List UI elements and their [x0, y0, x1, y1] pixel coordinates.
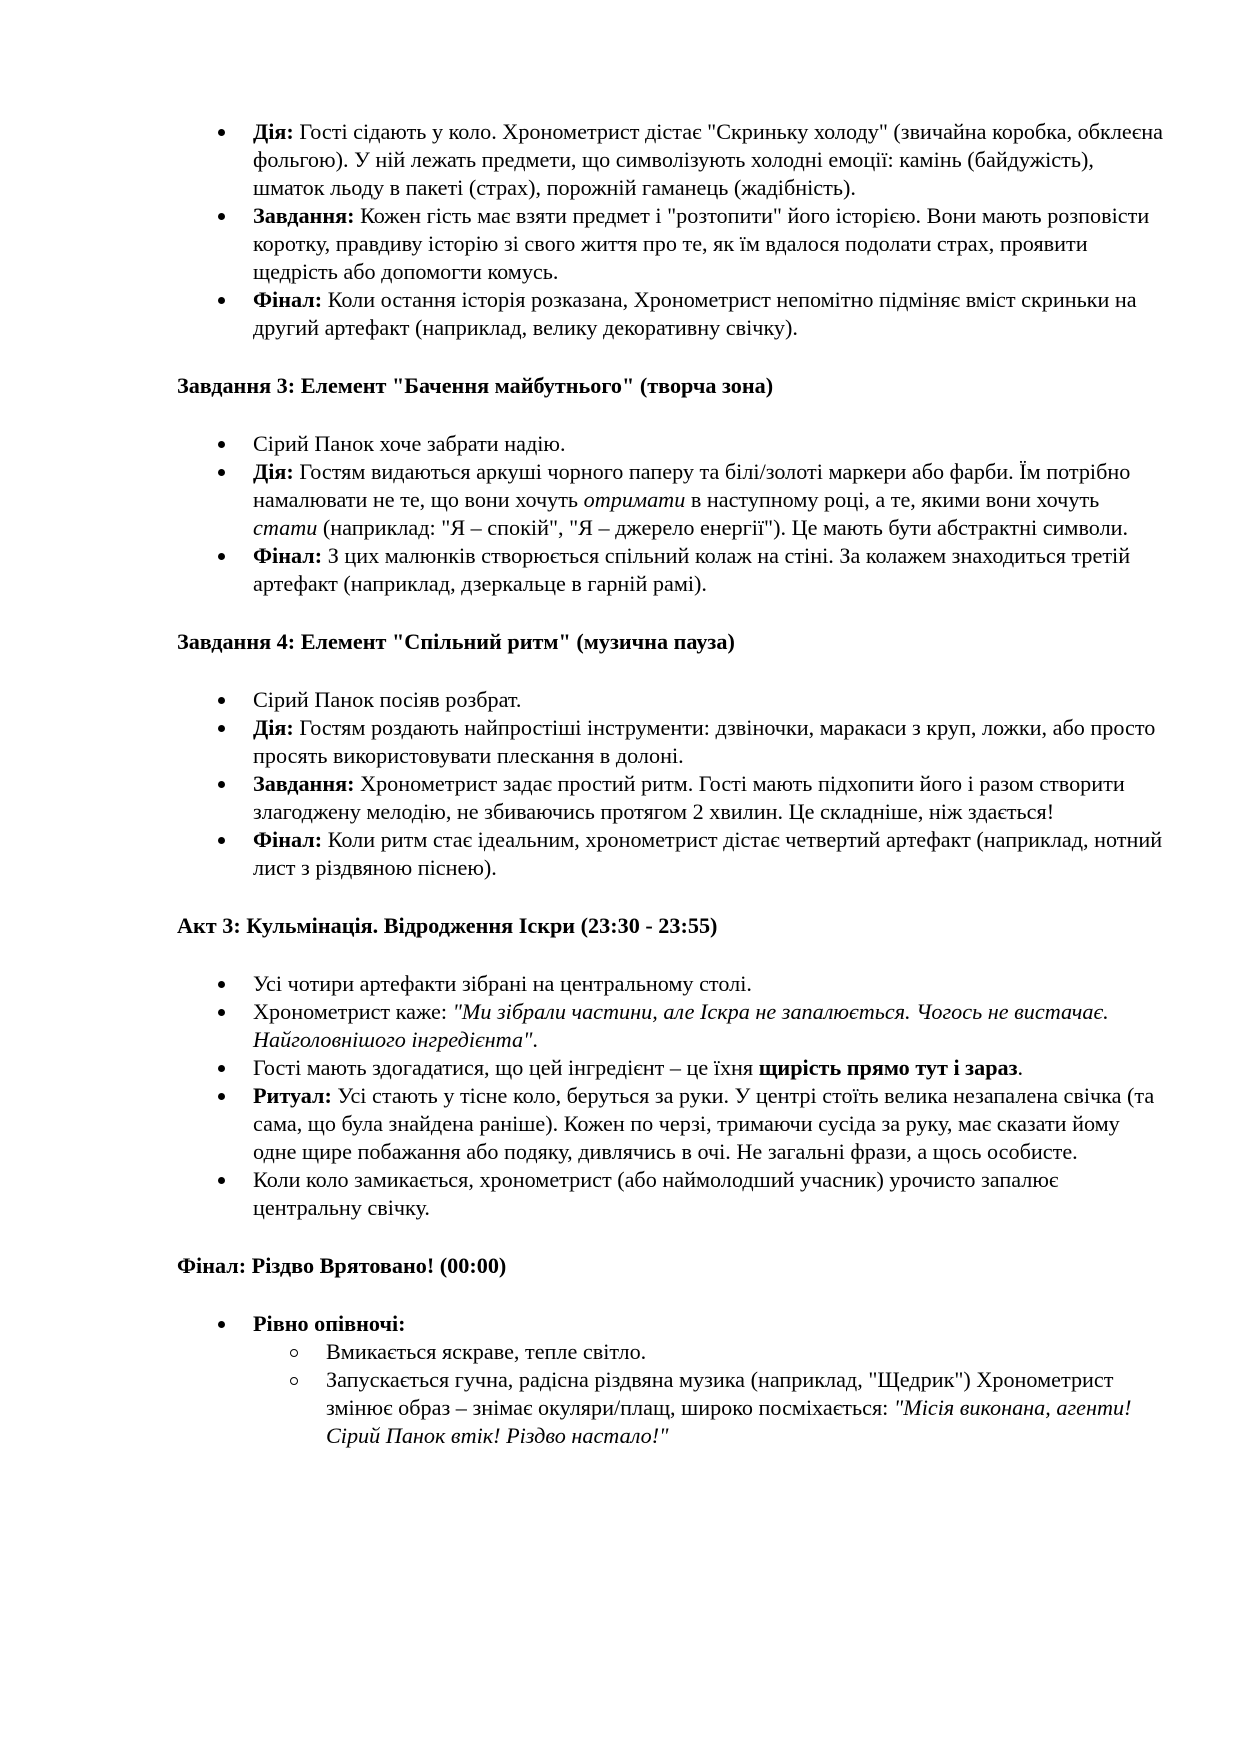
item-label: Фінал:	[253, 543, 323, 568]
list-item	[253, 826, 1167, 882]
list-item	[253, 118, 1167, 202]
item-text: Усі стають у тісне коло, беруться за руки. У центрі стоїть велика незапалена свічка (та сама, що була знайдена раніше). Кожен по черзі, тримаючи сусіда за руку, має сказати йому одне щире побажання або подяку, дивлячись в очі. Не загальні фрази, а щось особисте.	[253, 1083, 1155, 1164]
item-quote: "Ми зібрали частини, але Іскра не запалюється. Чогось не вистачає. Найголовнішого інгредієнта"	[253, 999, 1109, 1052]
item-label: Ритуал:	[253, 1083, 332, 1108]
sub-list-item	[326, 1366, 1167, 1450]
list-item	[253, 686, 1167, 714]
list-item	[253, 770, 1167, 826]
item-text: в наступному році, а те, якими вони хочуть	[685, 487, 1100, 512]
list-item	[253, 202, 1167, 286]
item-text: (наприклад: "Я – спокій", "Я – джерело енергії"). Це мають бути абстрактні символи.	[317, 515, 1129, 540]
item-text: Гостям роздають найпростіші інструменти: дзвіночки, маракаси з круп, ложки, або просто просять використовувати плескання в долоні.	[253, 715, 1156, 768]
item-text: Сірий Панок посіяв розбрат.	[253, 687, 522, 712]
section-heading-act3: Акт 3: Кульмінація. Відродження Іскри (23:30 - 23:55)	[177, 913, 718, 938]
item-label: Фінал:	[253, 827, 323, 852]
item-text: Кожен гість має взяти предмет і "розтопити" його історією. Вони мають розповісти коротку, правдиву історію зі свого життя про те, як їм вдалося подолати страх, проявити щедрість або допомогти комусь.	[253, 203, 1150, 284]
item-text: Гостям видаються аркуші чорного паперу та білі/золоті маркери або фарби. Їм потрібно намалювати не те, що вони хочуть	[253, 459, 1131, 512]
section-heading-task4: Завдання 4: Елемент "Спільний ритм" (музична пауза)	[177, 629, 735, 654]
item-text: Коли остання історія розказана, Хронометрист непомітно підміняє вміст скриньки на другий артефакт (наприклад, велику декоративну свічку).	[253, 287, 1137, 340]
item-text: Гості сідають у коло. Хронометрист дістає "Скриньку холоду" (звичайна коробка, обклеєна фольгою). У ній лежать предмети, що символізують холодні емоції: камінь (байдужість), шматок льоду в пакеті (страх), порожній гаманець (жадібність).	[253, 119, 1164, 200]
section-heading-task3: Завдання 3: Елемент "Бачення майбутнього" (творча зона)	[177, 373, 774, 398]
item-text: .	[1017, 1055, 1024, 1080]
finale-list	[177, 1310, 1167, 1450]
item-label: Завдання:	[253, 771, 355, 796]
list-item	[253, 286, 1167, 342]
list-item	[253, 458, 1167, 542]
item-text: Коли ритм стає ідеальним, хронометрист дістає четвертий артефакт (наприклад, нотний лист з різдвяною піснею).	[253, 827, 1163, 880]
item-emphasis: стати	[253, 515, 318, 540]
item-label: Дія:	[253, 119, 294, 144]
sub-list-item	[326, 1338, 1167, 1366]
list-item	[253, 1310, 1167, 1450]
item-text: Гості мають здогадатися, що цей інгредієнт – це їхня	[253, 1055, 759, 1080]
item-text: .	[532, 1027, 538, 1052]
item-label: Фінал:	[253, 287, 323, 312]
list-item	[253, 998, 1167, 1054]
item-text: Хронометрист задає простий ритм. Гості мають підхопити його і разом створити злагоджену мелодію, не збиваючись протягом 2 хвилин. Це складніше, ніж здається!	[253, 771, 1125, 824]
list-item	[253, 1054, 1167, 1082]
item-label: Рівно опівночі:	[253, 1311, 406, 1336]
item-label: Дія:	[253, 715, 294, 740]
finale-sublist	[253, 1338, 1167, 1450]
section-heading-finale: Фінал: Різдво Врятовано! (00:00)	[177, 1253, 507, 1278]
list-item	[253, 1166, 1167, 1222]
intro-list	[177, 118, 1167, 342]
item-text: Коли коло замикається, хронометрист (або наймолодший учасник) урочисто запалює центральну свічку.	[253, 1167, 1059, 1220]
list-item	[253, 970, 1167, 998]
document-content	[177, 118, 1167, 1450]
item-quote: "Місія виконана, агенти! Сірий Панок втік! Різдво настало!"	[326, 1395, 1132, 1448]
item-label: Дія:	[253, 459, 294, 484]
item-text: Вмикається яскраве, тепле світло.	[326, 1339, 647, 1364]
item-label: Завдання:	[253, 203, 355, 228]
task4-list	[177, 686, 1167, 882]
item-text: Запускається гучна, радісна різдвяна музика (наприклад, "Щедрик") Хронометрист змінює образ – знімає окуляри/плащ, широко посміхається:	[326, 1367, 1114, 1420]
list-item	[253, 430, 1167, 458]
item-emphasis: отримати	[583, 487, 686, 512]
item-text: З цих малюнків створюється спільний колаж на стіні. За колажем знаходиться третій артефакт (наприклад, дзеркальце в гарній рамі).	[253, 543, 1131, 596]
item-emphasis: щирість прямо тут і зараз	[758, 1055, 1018, 1080]
task3-list	[177, 430, 1167, 598]
item-text: Усі чотири артефакти зібрані на центральному столі.	[253, 971, 752, 996]
list-item	[253, 714, 1167, 770]
list-item	[253, 1082, 1167, 1166]
item-text: Хронометрист каже:	[253, 999, 453, 1024]
item-text: Сірий Панок хоче забрати надію.	[253, 431, 566, 456]
list-item	[253, 542, 1167, 598]
act3-list	[177, 970, 1167, 1222]
